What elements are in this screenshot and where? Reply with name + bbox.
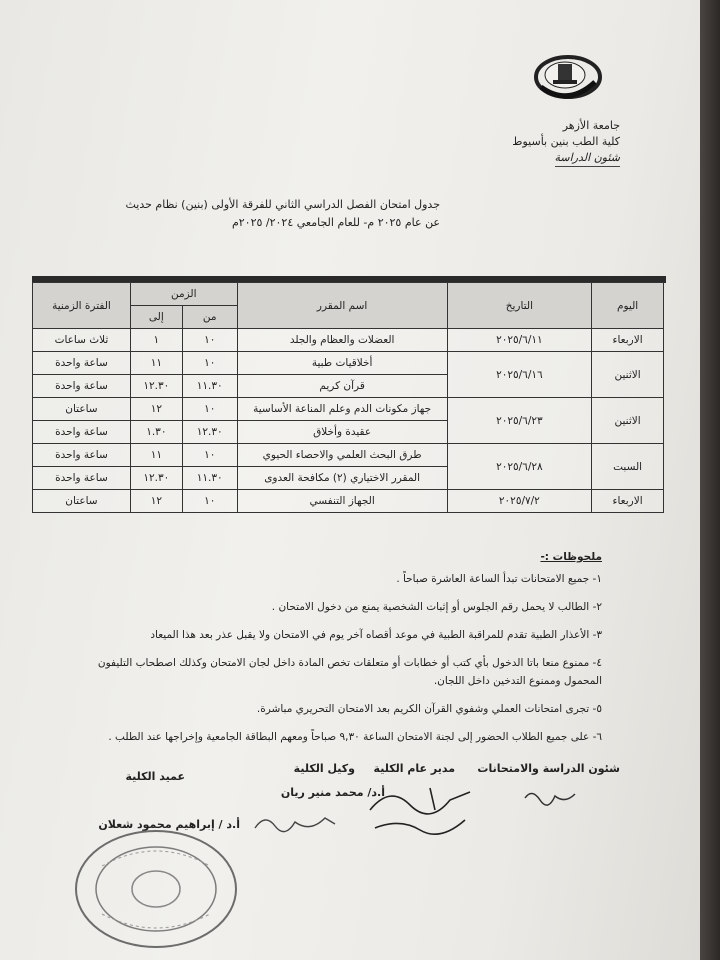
- header-to: إلى: [130, 306, 182, 329]
- table-header-row: [33, 283, 664, 306]
- title-line-1: جدول امتحان الفصل الدراسي الثاني للفرقة الأولى (بنين) نظام حديث: [125, 198, 440, 211]
- header-duration: الفترة الزمنية: [33, 283, 131, 329]
- notes-heading: ملحوظات :-: [540, 551, 602, 563]
- note-item: ٣- الأعذار الطبية تقدم للمراقبة الطبية في موعد أقصاه آخر يوم في الامتحان ولا يقبل عذر بعد هذا الميعاد: [150, 629, 602, 641]
- cell-from: ١٠: [182, 352, 237, 375]
- cell-to: ١٢.٣٠: [130, 467, 182, 490]
- general-manager-handwritten-signature: [360, 780, 480, 840]
- vice-dean-name: أ.د/ محمد منير ريان: [280, 786, 385, 799]
- cell-from: ١٢.٣٠: [182, 421, 237, 444]
- table-row: [33, 352, 664, 375]
- cell-to: ١٢: [130, 398, 182, 421]
- note-item: ١- جميع الامتحانات تبدأ الساعة العاشرة صباحاً .: [396, 573, 602, 585]
- header-date: التاريخ: [447, 283, 592, 329]
- table-surface-edge: [700, 0, 720, 960]
- table-row: [33, 490, 664, 513]
- cell-from: ١٠: [182, 329, 237, 352]
- cell-from: ١٠: [182, 444, 237, 467]
- table-row: [33, 329, 664, 352]
- header-course: اسم المقرر: [237, 283, 447, 329]
- cell-to: ١١: [130, 444, 182, 467]
- note-item: ٥- تجرى امتحانات العملي وشفوي القرآن الكريم بعد الامتحان التحريري مباشرة.: [256, 703, 602, 715]
- table-row: [33, 444, 664, 467]
- vice-dean-handwritten-signature: [250, 808, 340, 838]
- header-time: الزمن: [130, 283, 237, 306]
- affairs-signature-title: شئون الدراسة والامتحانات: [477, 762, 620, 775]
- schedule-title: [125, 196, 440, 232]
- cell-from: ١٠: [182, 490, 237, 513]
- cell-course: الجهاز التنفسي: [237, 490, 447, 513]
- university-logo: [533, 52, 603, 102]
- cell-course: قرآن كريم: [237, 375, 447, 398]
- faculty-header: [510, 118, 620, 167]
- table-row: [33, 398, 664, 421]
- dean-title: عميد الكلية: [125, 770, 185, 783]
- cell-to: ١.٣٠: [130, 421, 182, 444]
- cell-date: ٢٠٢٥/٦/١١: [447, 329, 592, 352]
- cell-duration: ساعة واحدة: [33, 421, 131, 444]
- faculty-name: كلية الطب بنين بأسيوط: [512, 135, 620, 148]
- department-name: شئون الدراسة: [555, 150, 620, 167]
- note-item: ٤- ممنوع منعا باتا الدخول بأي كتب أو خطابات أو متعلقات تخص المادة داخل لجان الامتحان وكذلك اصطحاب التليفون المحمول وممنوع التدخين داخل اللجان.: [97, 657, 602, 687]
- cell-course: العضلات والعظام والجلد: [237, 329, 447, 352]
- title-line-2: عن عام ٢٠٢٥ م- للعام الجامعي ٢٠٢٤/ ٢٠٢٥م: [231, 216, 440, 229]
- cell-to: ١٢: [130, 490, 182, 513]
- cell-course: عقيدة وأخلاق: [237, 421, 447, 444]
- cell-date: ٢٠٢٥/٦/١٦: [447, 352, 592, 398]
- vice-dean-title: وكيل الكلية: [293, 762, 355, 775]
- cell-duration: ساعتان: [33, 490, 131, 513]
- cell-date: ٢٠٢٥/٦/٢٨: [447, 444, 592, 490]
- header-from: من: [182, 306, 237, 329]
- cell-duration: ساعة واحدة: [33, 375, 131, 398]
- affairs-handwritten-signature: [520, 786, 580, 808]
- cell-day: الاثنين: [592, 398, 664, 444]
- faculty-seal-stamp: [72, 826, 240, 952]
- cell-day: السبت: [592, 444, 664, 490]
- cell-duration: ساعتان: [33, 398, 131, 421]
- cell-to: ١: [130, 329, 182, 352]
- cell-day: الاربعاء: [592, 329, 664, 352]
- cell-date: ٢٠٢٥/٦/٢٣: [447, 398, 592, 444]
- cell-from: ١١.٣٠: [182, 467, 237, 490]
- note-item: ٢- الطالب لا يحمل رقم الجلوس أو إثبات الشخصية يمنع من دخول الامتحان .: [271, 601, 602, 613]
- cell-duration: ساعة واحدة: [33, 444, 131, 467]
- cell-course: أخلاقيات طبية: [237, 352, 447, 375]
- cell-day: الاثنين: [592, 352, 664, 398]
- header-day: اليوم: [592, 283, 664, 329]
- notes-section: [80, 548, 602, 756]
- cell-day: الاربعاء: [592, 490, 664, 513]
- cell-course: طرق البحث العلمي والاحصاء الحيوي: [237, 444, 447, 467]
- cell-from: ١٠: [182, 398, 237, 421]
- cell-date: ٢٠٢٥/٧/٢: [447, 490, 592, 513]
- note-item: ٦- على جميع الطلاب الحضور إلى لجنة الامتحان الساعة ٩,٣٠ صباحاً ومعهم البطاقة الجامعية وإخراجها عند الطلب .: [108, 731, 602, 743]
- cell-duration: ساعة واحدة: [33, 467, 131, 490]
- cell-course: جهاز مكونات الدم وعلم المناعة الأساسية: [237, 398, 447, 421]
- university-name: جامعة الأزهر: [562, 119, 620, 132]
- exam-schedule-table: [32, 282, 664, 513]
- cell-duration: ثلاث ساعات: [33, 329, 131, 352]
- general-manager-title: مدير عام الكلية: [373, 762, 455, 775]
- cell-from: ١١.٣٠: [182, 375, 237, 398]
- cell-course: المقرر الاختياري (٢) مكافحة العدوى: [237, 467, 447, 490]
- cell-to: ١١: [130, 352, 182, 375]
- cell-duration: ساعة واحدة: [33, 352, 131, 375]
- dean-name: أ.د / إبراهيم محمود شعلان: [98, 818, 240, 831]
- cell-to: ١٢.٣٠: [130, 375, 182, 398]
